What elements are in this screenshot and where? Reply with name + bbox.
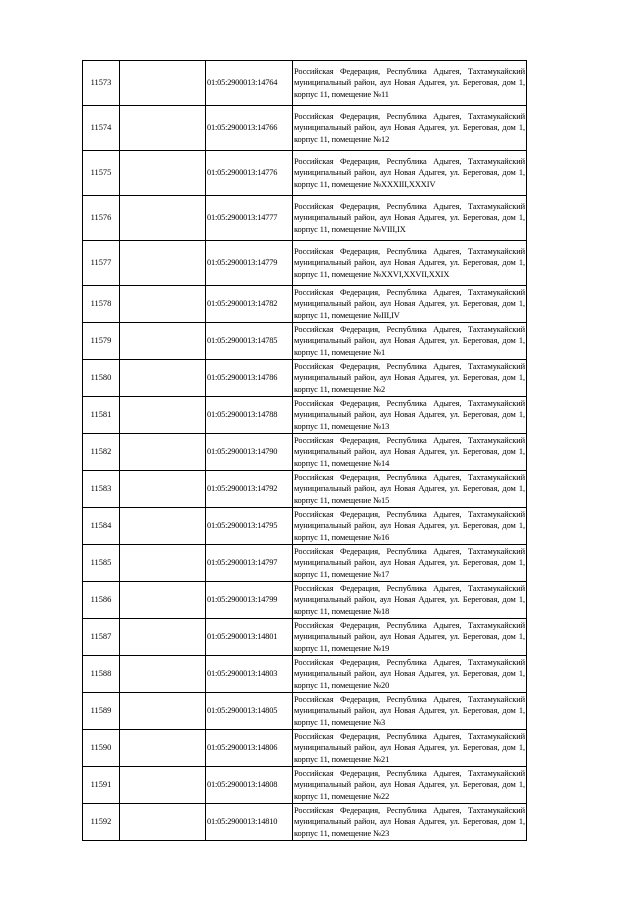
registry-table xyxy=(82,60,527,841)
row-number: 11580 xyxy=(83,360,120,397)
row-number: 11581 xyxy=(83,397,120,434)
row-number: 11578 xyxy=(83,286,120,323)
empty-cell xyxy=(120,360,206,397)
empty-cell xyxy=(120,656,206,693)
row-number: 11582 xyxy=(83,434,120,471)
address: Российская Федерация, Республика Адыгея, Тахтамукайский муниципальный район, аул Новая Адыгея, ул. Береговая, дом 1, корпус 11, помещение №14 xyxy=(293,434,527,471)
table-row xyxy=(83,767,527,804)
empty-cell xyxy=(120,151,206,196)
address: Российская Федерация, Республика Адыгея, Тахтамукайский муниципальный район, аул Новая Адыгея, ул. Береговая, дом 1, корпус 11, помещение №17 xyxy=(293,545,527,582)
table-row xyxy=(83,730,527,767)
address: Российская Федерация, Республика Адыгея, Тахтамукайский муниципальный район, аул Новая Адыгея, ул. Береговая, дом 1, корпус 11, помещение №XXVI,XXVII,XXIX xyxy=(293,241,527,286)
row-number: 11579 xyxy=(83,323,120,360)
address: Российская Федерация, Республика Адыгея, Тахтамукайский муниципальный район, аул Новая Адыгея, ул. Береговая, дом 1, корпус 11, помещение №21 xyxy=(293,730,527,767)
cadastral-number: 01:05:2900013:14790 xyxy=(206,434,293,471)
row-number: 11574 xyxy=(83,106,120,151)
address: Российская Федерация, Республика Адыгея, Тахтамукайский муниципальный район, аул Новая Адыгея, ул. Береговая, дом 1, корпус 11, помещение №18 xyxy=(293,582,527,619)
table-row xyxy=(83,804,527,841)
cadastral-number: 01:05:2900013:14806 xyxy=(206,730,293,767)
empty-cell xyxy=(120,730,206,767)
row-number: 11592 xyxy=(83,804,120,841)
cadastral-number: 01:05:2900013:14764 xyxy=(206,61,293,106)
table-row xyxy=(83,434,527,471)
empty-cell xyxy=(120,106,206,151)
address: Российская Федерация, Республика Адыгея, Тахтамукайский муниципальный район, аул Новая Адыгея, ул. Береговая, дом 1, корпус 11, помещение №3 xyxy=(293,693,527,730)
table-row xyxy=(83,582,527,619)
address: Российская Федерация, Республика Адыгея, Тахтамукайский муниципальный район, аул Новая Адыгея, ул. Береговая, дом 1, корпус 11, помещение №13 xyxy=(293,397,527,434)
empty-cell xyxy=(120,397,206,434)
table-row xyxy=(83,619,527,656)
address: Российская Федерация, Республика Адыгея, Тахтамукайский муниципальный район, аул Новая Адыгея, ул. Береговая, дом 1, корпус 11, помещение №12 xyxy=(293,106,527,151)
row-number: 11585 xyxy=(83,545,120,582)
cadastral-number: 01:05:2900013:14782 xyxy=(206,286,293,323)
row-number: 11590 xyxy=(83,730,120,767)
cadastral-number: 01:05:2900013:14808 xyxy=(206,767,293,804)
cadastral-number: 01:05:2900013:14766 xyxy=(206,106,293,151)
table-row xyxy=(83,241,527,286)
row-number: 11588 xyxy=(83,656,120,693)
empty-cell xyxy=(120,582,206,619)
address: Российская Федерация, Республика Адыгея, Тахтамукайский муниципальный район, аул Новая Адыгея, ул. Береговая, дом 1, корпус 11, помещение №20 xyxy=(293,656,527,693)
empty-cell xyxy=(120,434,206,471)
cadastral-number: 01:05:2900013:14803 xyxy=(206,656,293,693)
row-number: 11575 xyxy=(83,151,120,196)
row-number: 11584 xyxy=(83,508,120,545)
empty-cell xyxy=(120,241,206,286)
cadastral-number: 01:05:2900013:14801 xyxy=(206,619,293,656)
empty-cell xyxy=(120,196,206,241)
cadastral-number: 01:05:2900013:14776 xyxy=(206,151,293,196)
cadastral-number: 01:05:2900013:14795 xyxy=(206,508,293,545)
address: Российская Федерация, Республика Адыгея, Тахтамукайский муниципальный район, аул Новая Адыгея, ул. Береговая, дом 1, корпус 11, помещение №19 xyxy=(293,619,527,656)
row-number: 11573 xyxy=(83,61,120,106)
cadastral-number: 01:05:2900013:14788 xyxy=(206,397,293,434)
address: Российская Федерация, Республика Адыгея, Тахтамукайский муниципальный район, аул Новая Адыгея, ул. Береговая, дом 1, корпус 11, помещение №III,IV xyxy=(293,286,527,323)
row-number: 11576 xyxy=(83,196,120,241)
registry-table-body xyxy=(83,61,527,841)
table-row xyxy=(83,151,527,196)
cadastral-number: 01:05:2900013:14785 xyxy=(206,323,293,360)
address: Российская Федерация, Республика Адыгея, Тахтамукайский муниципальный район, аул Новая Адыгея, ул. Береговая, дом 1, корпус 11, помещение №15 xyxy=(293,471,527,508)
row-number: 11583 xyxy=(83,471,120,508)
empty-cell xyxy=(120,619,206,656)
empty-cell xyxy=(120,767,206,804)
table-row xyxy=(83,196,527,241)
address: Российская Федерация, Республика Адыгея, Тахтамукайский муниципальный район, аул Новая Адыгея, ул. Береговая, дом 1, корпус 11, помещение №2 xyxy=(293,360,527,397)
address: Российская Федерация, Республика Адыгея, Тахтамукайский муниципальный район, аул Новая Адыгея, ул. Береговая, дом 1, корпус 11, помещение №1 xyxy=(293,323,527,360)
cadastral-number: 01:05:2900013:14792 xyxy=(206,471,293,508)
address: Российская Федерация, Республика Адыгея, Тахтамукайский муниципальный район, аул Новая Адыгея, ул. Береговая, дом 1, корпус 11, помещение №XXXIII,XXXIV xyxy=(293,151,527,196)
table-row xyxy=(83,545,527,582)
empty-cell xyxy=(120,804,206,841)
table-row xyxy=(83,693,527,730)
empty-cell xyxy=(120,508,206,545)
address: Российская Федерация, Республика Адыгея, Тахтамукайский муниципальный район, аул Новая Адыгея, ул. Береговая, дом 1, корпус 11, помещение №16 xyxy=(293,508,527,545)
table-row xyxy=(83,508,527,545)
table-row xyxy=(83,656,527,693)
cadastral-number: 01:05:2900013:14799 xyxy=(206,582,293,619)
empty-cell xyxy=(120,471,206,508)
address: Российская Федерация, Республика Адыгея, Тахтамукайский муниципальный район, аул Новая Адыгея, ул. Береговая, дом 1, корпус 11, помещение №23 xyxy=(293,804,527,841)
empty-cell xyxy=(120,286,206,323)
address: Российская Федерация, Республика Адыгея, Тахтамукайский муниципальный район, аул Новая Адыгея, ул. Береговая, дом 1, корпус 11, помещение №22 xyxy=(293,767,527,804)
address: Российская Федерация, Республика Адыгея, Тахтамукайский муниципальный район, аул Новая Адыгея, ул. Береговая, дом 1, корпус 11, помещение №VIII,IX xyxy=(293,196,527,241)
table-row xyxy=(83,286,527,323)
row-number: 11586 xyxy=(83,582,120,619)
empty-cell xyxy=(120,61,206,106)
table-row xyxy=(83,360,527,397)
empty-cell xyxy=(120,693,206,730)
cadastral-number: 01:05:2900013:14805 xyxy=(206,693,293,730)
cadastral-number: 01:05:2900013:14779 xyxy=(206,241,293,286)
cadastral-number: 01:05:2900013:14797 xyxy=(206,545,293,582)
row-number: 11589 xyxy=(83,693,120,730)
table-row xyxy=(83,397,527,434)
address: Российская Федерация, Республика Адыгея, Тахтамукайский муниципальный район, аул Новая Адыгея, ул. Береговая, дом 1, корпус 11, помещение №11 xyxy=(293,61,527,106)
table-row xyxy=(83,471,527,508)
cadastral-number: 01:05:2900013:14786 xyxy=(206,360,293,397)
cadastral-number: 01:05:2900013:14777 xyxy=(206,196,293,241)
table-row xyxy=(83,106,527,151)
table-row xyxy=(83,323,527,360)
empty-cell xyxy=(120,545,206,582)
row-number: 11587 xyxy=(83,619,120,656)
empty-cell xyxy=(120,323,206,360)
row-number: 11577 xyxy=(83,241,120,286)
table-row xyxy=(83,61,527,106)
row-number: 11591 xyxy=(83,767,120,804)
cadastral-number: 01:05:2900013:14810 xyxy=(206,804,293,841)
